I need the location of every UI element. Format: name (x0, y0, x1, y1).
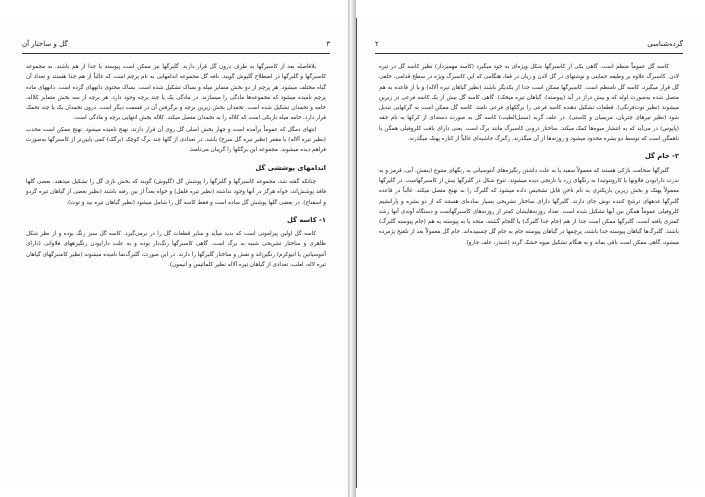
section-heading-corolla: ۲- جام گل (644, 152, 679, 161)
right-page (356, 18, 701, 488)
right-page-header (375, 38, 683, 50)
right-header-rule (375, 53, 683, 54)
right-paragraph-1: کاسه گل عموماً منظم است. گاهی یکی از کاسبرگها شکل ویژه‌ای به خود میگیرد (کاسه مهمیزدار) نظیر کاسه گل در تیره لادن. کاسبرگ علاوه بر وظیفه حمایتی و نوشتهای در گل لادن و زبان در قفا، هنگامی که این کاسبرگ ویژه در سطح قدامی، خلفی گل قرار میگیرد، کاسه گل نامنظم است. کاسبرگها ممکن است جدا از یکدیگر باشند (نظیر گیاهان تیره آلاله) و یا از قاعده به هم متصل شده به‌صورت لوله که و بیش دراز در آید (پیوسته). گیاهان تیره میخک). گاهی کاسه گل بیش از یک کاسه فرعی در زیرین میشوند (نظیر توت‌فرنگی). قطعات تشکیل دهنده کاسه فرعی را برگکهای فرعی نامند. کاسه گل ممکن است به گرکهایی تبدیل شود (نظیر تیرهای چتریان، مریمیان و کاسنی). در علف گربه (سنبل‌الطیب) کاسه گل به صورت دسته‌ای از کرکها به نام جقه (پاپوس) در می‌آید که به انتشار میوه‌ها کمک میکند. ساختار درونی کاسبرگ مانند برگ است. یعنی دارای بافت کلروفیلی همگن یا ناهمگن است که توسط دو بشره محدود میشود و روزنه‌ها از آن میگذرند. رگبرگ حاشیه‌ای غالباً از کناره پهنک میگذرند. (379, 64, 679, 143)
left-page-body (26, 62, 326, 472)
left-paragraph-3: چنانکه گفته شد، مجموعه کاسبرگها و گلبرگها را پوشش گل (گلپوش) گویند که بخش نازی گل را تشکیل میدهند. بعضی گلها فاقد پوشش‌اند، خواه هرگز در آنها وجود نداشته (نظیر تیره فلفل) و خواه بعداً از بین رفته باشند (نظیر بعضی از گیاهان تیره گردو و اسفناج). در بعضی گلها پوشش گل ساده است و فقط کاسه گل را شامل میشود (نظیر گیاهان تیره بید و توت). (26, 178, 326, 206)
left-page-header (22, 38, 330, 50)
left-page (4, 18, 349, 488)
left-header-rule (22, 53, 330, 54)
section-heading-coverings: اندامهای پوششی گل (255, 163, 326, 172)
right-paragraph-2: گلبرگها ضخامت نازکی هستند که معمولاً سفید یا به علت داشتن رنگیزه‌های آنتوسیانی به رنگهای متنوع (بنفش، آبی، قرمز و به ندرت دارابودن فلاونها یا کاروتنوئید) به رنگهای زرد یا نارنجی دیده میشوند. تنوع شکل در گلبرگها بیش از کاسبرگهاست. در گلبرگها معمولاً پهنک و بخش زیرین باریکتری به نام ناخن قابل تشخیص داده میشود که گلبرگ را به نهنج متصل میکند. غالباً در قاعده گلبرگها غدههای ترشح کننده نوش جای دارند. گلبرگها دارای ساختار تشریحی بسیار ساده‌ای هستند که از دو بشره و پارانشیم کلروفیلی عموماً همگن بین آنها تشکیل شده است. تعداد روزنه‌هایشان کمتر از روزنه‌های کاسبرگهاست و دستگاه آوندی آنها رشد کمتری یافته است. گلبرگها ممکن است جدا از هم (جام جدا گلبرگ) یا گلجام گشته، متحد یا به پیوسته به هم (جام پیوسته گلبرگ) باشند. گلبرگ‌ها گیاهان پیوسته جدا باشند، پرچمها در گیاهان پیوسته جام به جام گل چسبیده‌اند. جام گل معمولاً بعد از تلقیح پژمرده میشود، گاهی ممکن است باقی بماند و به هنگام تشکیل میوه خشک گردد (شبدر، علف جارو). (379, 167, 679, 246)
left-paragraph-2: انتهای دمگل که عموماً برآمده است و چهار بخش اصلی گل روی آن قرار دارند، نهنج نامیده میشود. نهنج ممکن است محدب (نظیر تیره آلاله) یا مقعر (نظیر تیره گل سرخ) باشد. در تعدادی از گلها چند برگ کوچک (برگک) کمی پایین‌تر از کاسبرگها به‌صورت فراهم دیده میشوند. مجموعه این برگکها را گریبان می‌نامند. (26, 126, 326, 154)
section-heading-calyx: ۱- کاسه گل (286, 215, 326, 224)
left-paragraph-1: بلافاصله بعد از کاسبرگها به طرف درون گل قرار دارند. گلبرگها نیز ممکن است پیوسته یا جدا از هم باشند. به مجموعه کاسبرگها و گلبرگها در اصطلاح گلپوش گویند. نافه گل مجموعه اندامهایی به نام پرچم است که غالباً از هم جدا هستند و تعداد آن گیاه مختلف میشود. هر پرچم از دو بخش متمایز میله و بساک تشکیل شده است. بساک محتوی دانههای گرده است. دانههای ماده پرچم نامیده میشود که مجموعه‌ها مادگی را میسازند. در مادگی یک یا چند برچه وجود دارد. هر برچه از سه بخش متمایز کلاله، خامه و تخمدان تشکیل شده است. تخمدان بخش زیرین برچه و برگرفتن آن در قسمت دیگر است. درون تخمدان یک یا چند تخمک قرار دارد. خامه میله باریکی است که کلاله را به تخمدان متصل میکند. کلاله بخش انتهایی برچه و مادگی است. (26, 64, 326, 122)
left-page-number: ۳ (326, 40, 330, 48)
right-page-body (379, 62, 679, 472)
left-page-running-title: گل و ساختار آن (22, 40, 68, 48)
right-page-running-title: گرده‌شناسی (647, 40, 683, 48)
left-paragraph-4: کاسه گل اولین پیرامونی است که بدید میآید و سایر قطعات گل را در برمی‌گیرد. کاسه گل سبز رنگ بوده و از نظر شکل ظاهری و ساختار تشریحی شبیه به برگ است. گاهی کاسبرگها رنگ‌دار بوده و به علت داراپودن رنگیزههای فلاوانی (دارای آنتوسیانین یا انیوکرم) رنگین‌اند و نقش و ساختار گلبرگها را دارند. در این صورت، گلبرگ‌نما نامیده میشوند (نظیر کاسبرگهای گیاهان تیره لاله، لعلب، تعدادی از گیاهان تیره آلاله نظیر کلماتیس و انیمون). (26, 231, 326, 269)
right-page-number: ۲ (375, 40, 379, 48)
